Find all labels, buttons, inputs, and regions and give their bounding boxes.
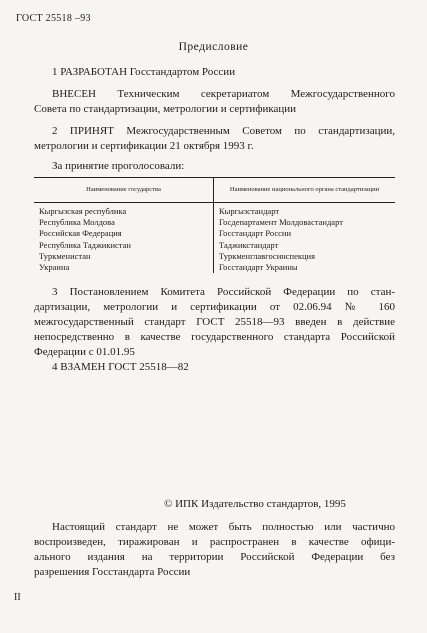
voting-states-table [34, 177, 395, 273]
table-cell-state: Украина [34, 262, 214, 273]
section-4: 4 ВЗАМЕН ГОСТ 25518—82 [52, 361, 189, 373]
table-cell-state: Российская Федерация [34, 228, 214, 239]
table-cell-organ: Госстандарт Украины [219, 262, 298, 273]
table-row [34, 240, 395, 251]
page-title: Предисловие [178, 41, 249, 53]
reproduction-notice [34, 520, 395, 580]
vnesen-line-1: ВНЕСЕН Техническим секретариатом Межгосударственного [52, 88, 395, 100]
section-3-line-3: межгосударственный стандарт ГОСТ 25518—93 введен в действие [34, 316, 395, 328]
section-3-line-4: непосредственно в качестве государственного стандарта Российской [34, 331, 395, 343]
section-2 [34, 124, 395, 154]
copyright-line: © ИПК Издательство стандартов, 1995 [164, 498, 346, 510]
notice-line-3: ального издания на территории Российской Федерации без [34, 551, 395, 563]
table-cell-organ: Госстандарт России [219, 228, 292, 239]
table-cell-organ: Туркменглавгосинспекция [219, 250, 316, 261]
table-cell-state: Кыргызская республика [34, 203, 214, 218]
voted-intro: За принятие проголосовали: [52, 160, 185, 172]
table-cell-organ: Госдепартамент Молдовастандарт [219, 217, 343, 228]
section-3 [34, 285, 395, 360]
table-cell-organ: Таджикстандарт [219, 239, 279, 250]
table-cell-state: Республика Таджикистан [34, 240, 214, 251]
table-cell-state: Туркменистан [34, 251, 214, 262]
table-row [34, 251, 395, 262]
table-cell-organ: Кыргызстандарт [219, 206, 280, 216]
table-header-organ: Наименование национального органа стандартизации [214, 178, 396, 203]
table-row [34, 228, 395, 239]
section-1: 1 РАЗРАБОТАН Госстандартом России [52, 66, 236, 78]
document-id: ГОСТ 25518 –93 [16, 13, 91, 24]
notice-line-2: воспроизведен, тиражирован и распространен в качестве офици- [34, 536, 395, 548]
notice-line-4: разрешения Госстандарта России [34, 566, 191, 578]
section-2-line-1: 2 ПРИНЯТ Межгосударственным Советом по стандартизации, [52, 125, 395, 137]
page-number: II [14, 592, 21, 603]
notice-line-1: Настоящий стандарт не может быть полностью или частично [52, 521, 395, 533]
section-3-line-1: 3 Постановлением Комитета Российской Федерации по стан- [52, 286, 395, 298]
section-vnesen [34, 87, 395, 117]
vnesen-line-2: Совета по стандартизации, метрологии и сертификации [34, 103, 297, 115]
table-header-state: Наименование государства [34, 178, 214, 203]
section-3-line-2: дартизации, метрологии и сертификации от 02.06.94 № 160 [34, 301, 395, 313]
table-row [34, 203, 395, 218]
section-3-line-5: Федерации с 01.01.95 [34, 346, 135, 358]
table-row [34, 217, 395, 228]
table-cell-state: Республика Молдова [34, 217, 214, 228]
section-2-line-2: метрологии и сертификации 21 октября 1993 г. [34, 140, 254, 152]
table-row [34, 262, 395, 273]
